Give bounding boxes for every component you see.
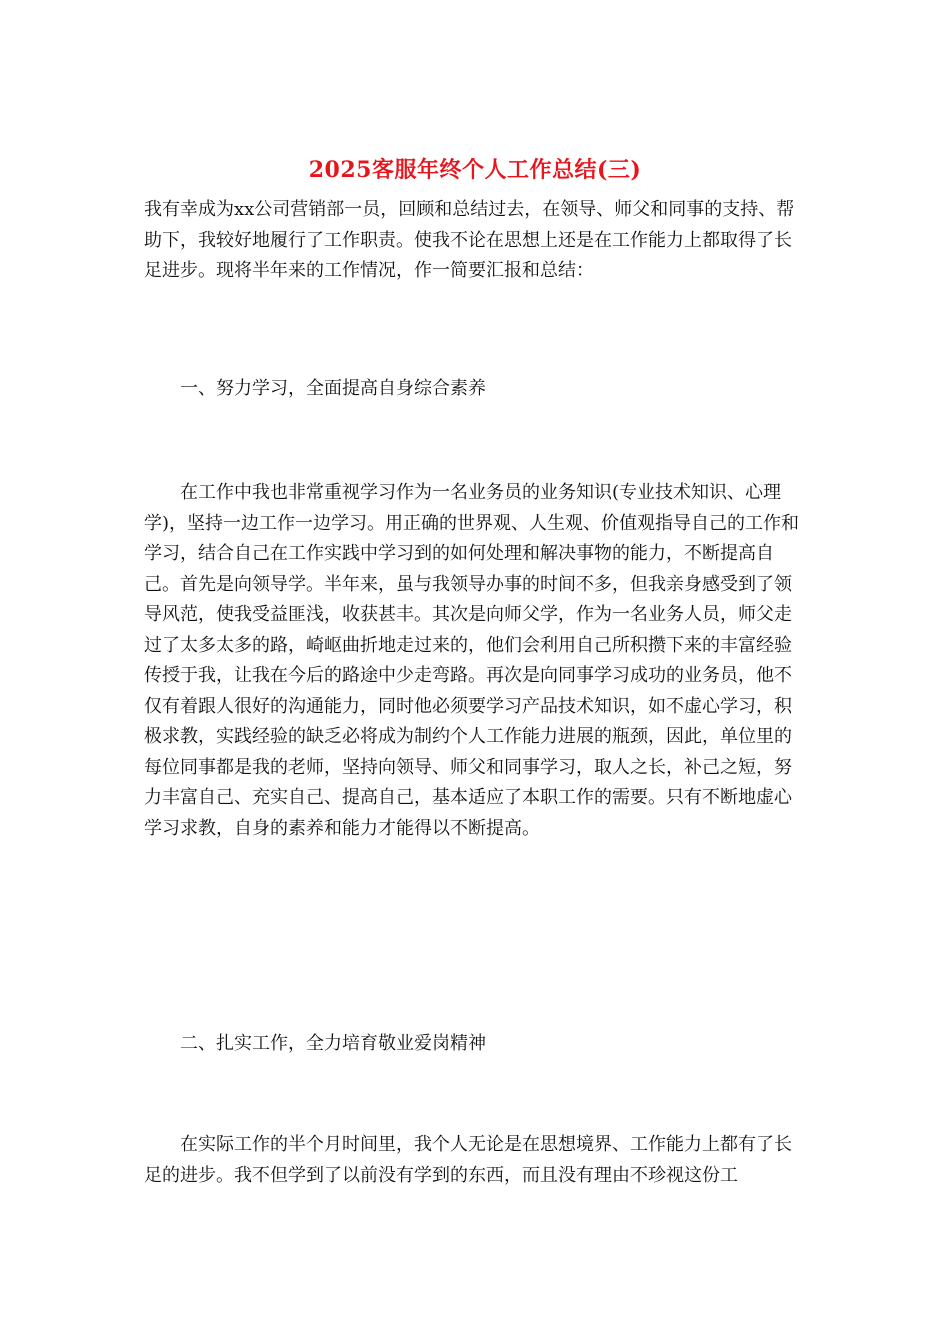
document-title: 2025客服年终个人工作总结(三) [308,157,642,183]
section-2-heading: 二、扎实工作，全力培育敬业爱岗精神 [180,1033,486,1054]
section-1-paragraph: 在工作中我也非常重视学习作为一名业务员的业务知识(专业技术知识、心理学)，坚持一边工作一边学习。用正确的世界观、人生观、价值观指导自己的工作和学习，结合自己在工作实践中学习到的如何处理和解决事物的能力，不断提高自己。首先是向领导学。半年来，虽与我领导办事的时间不多，但我亲身感受到了领导风范，使我受益匪浅，收获甚丰。其次是向师父学，作为一名业务人员，师父走过了太多太多的路，崎岖曲折地走过来的，他们会利用自己所积攒下来的丰富经验传授于我，让我在今后的路途中少走弯路。再次是向同事学习成功的业务员，他不仅有着跟人很好的沟通能力，同时他必须要学习产品技术知识，如不虚心学习，积极求教，实践经验的缺乏必将成为制约个人工作能力进展的瓶颈，因此，单位里的每位同事都是我的老师，坚持向领导、师父和同事学习，取人之长，补己之短，努力丰富自己、充实自己、提高自己，基本适应了本职工作的需要。只有不断地虚心学习求教，自身的素养和能力才能得以不断提高。 [144,482,800,839]
intro-paragraph: 我有幸成为xx公司营销部一员，回顾和总结过去，在领导、师父和同事的支持、帮助下，我较好地履行了工作职责。使我不论在思想上还是在工作能力上都取得了长足进步。现将半年来的工作情况，作一简要汇报和总结： [144,199,795,281]
section-2-paragraph: 在实际工作的半个月时间里，我个人无论是在思想境界、工作能力上都有了长足的进步。我不但学到了以前没有学到的东西，而且没有理由不珍视这份工 [144,1134,792,1186]
section-1-heading: 一、努力学习，全面提高自身综合素养 [180,378,486,399]
